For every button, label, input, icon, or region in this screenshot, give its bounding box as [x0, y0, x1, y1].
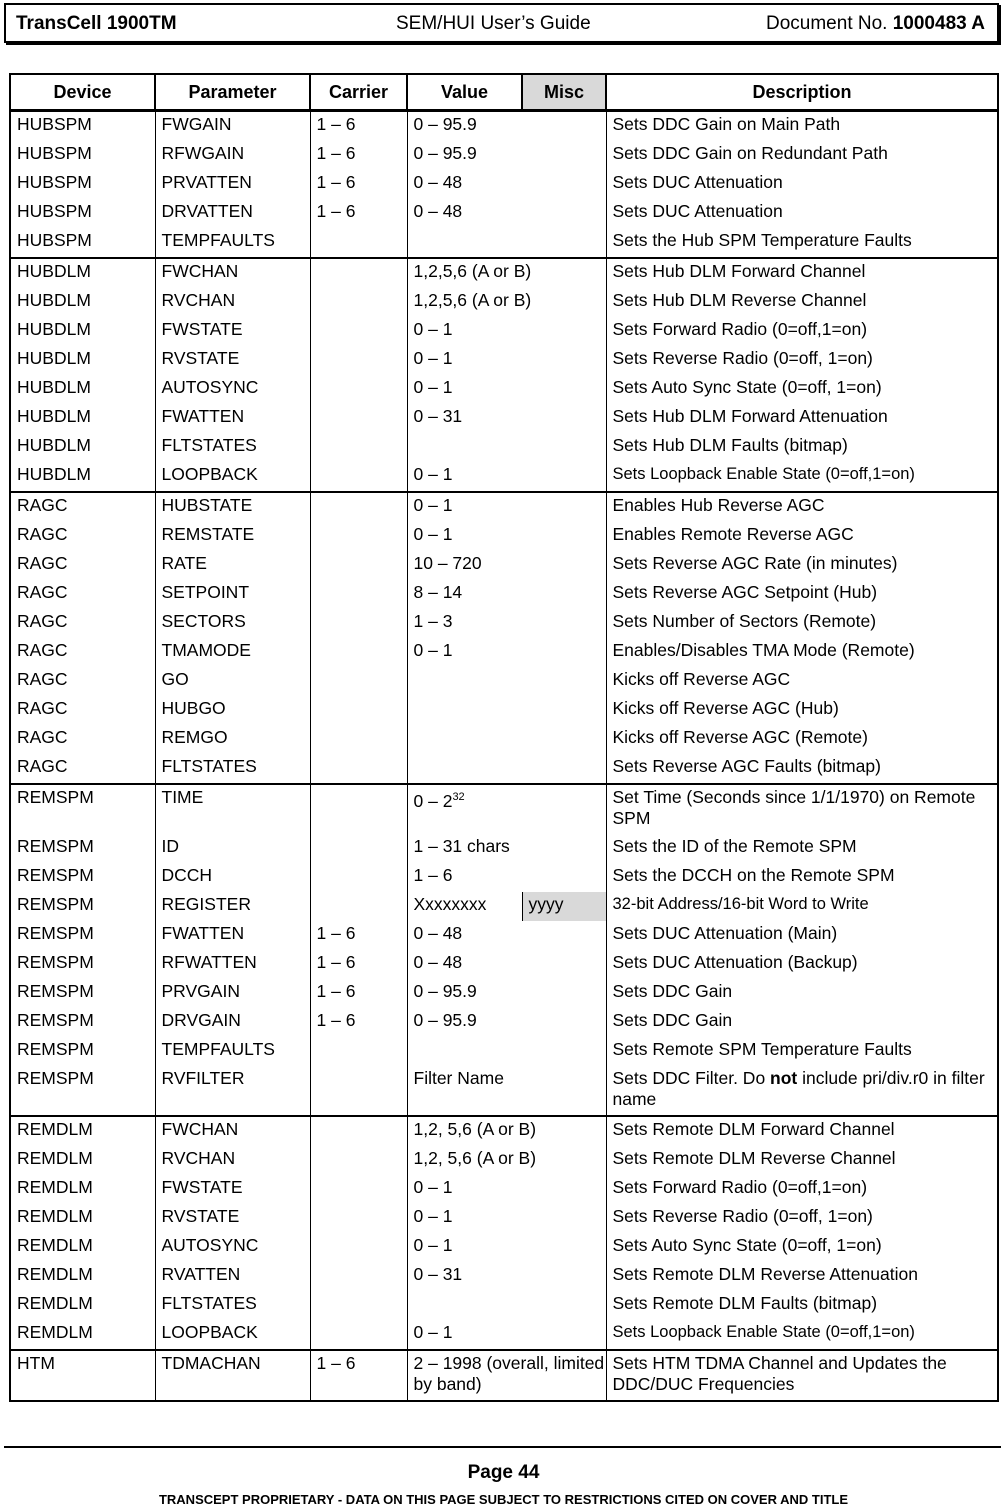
cell-parameter: RVFILTER [155, 1066, 310, 1116]
cell-misc: yyyy [522, 892, 606, 921]
cell-value: 0 – 95.9 [407, 979, 606, 1008]
cell-device: REMSPM [10, 1066, 155, 1116]
cell-parameter: FWGAIN [155, 111, 310, 142]
cell-value: 0 – 48 [407, 170, 606, 199]
cell-description: Sets Loopback Enable State (0=off,1=on) [606, 462, 998, 492]
cell-carrier [310, 522, 407, 551]
cell-value: 0 – 1 [407, 1204, 606, 1233]
cell-description: Sets Remote DLM Faults (bitmap) [606, 1291, 998, 1320]
cell-carrier [310, 228, 407, 258]
cell-device: HUBDLM [10, 258, 155, 288]
cell-parameter: FWATTEN [155, 921, 310, 950]
cell-description: Set Time (Seconds since 1/1/1970) on Remote SPM [606, 784, 998, 834]
table-row [10, 317, 998, 346]
table-row [10, 609, 998, 638]
cell-description: Sets Forward Radio (0=off,1=on) [606, 1175, 998, 1204]
table-row [10, 754, 998, 784]
cell-device: HUBDLM [10, 346, 155, 375]
cell-carrier [310, 609, 407, 638]
cell-parameter: FLTSTATES [155, 1291, 310, 1320]
cell-value [407, 667, 606, 696]
table-row [10, 375, 998, 404]
cell-description: Kicks off Reverse AGC [606, 667, 998, 696]
cell-parameter: TEMPFAULTS [155, 1037, 310, 1066]
cell-carrier [310, 1291, 407, 1320]
cell-device: REMDLM [10, 1262, 155, 1291]
cell-description: Sets Remote DLM Reverse Channel [606, 1146, 998, 1175]
cell-value: 8 – 14 [407, 580, 606, 609]
cell-description: Sets Auto Sync State (0=off, 1=on) [606, 1233, 998, 1262]
table-row [10, 696, 998, 725]
cell-carrier [310, 1233, 407, 1262]
cell-value: 0 – 1 [407, 462, 606, 492]
cell-description: Sets Number of Sectors (Remote) [606, 609, 998, 638]
cell-carrier: 1 – 6 [310, 979, 407, 1008]
proprietary-notice: TRANSCEPT PROPRIETARY - DATA ON THIS PAGE SUBJECT TO RESTRICTIONS CITED ON COVER AND TITLE [158, 1492, 849, 1507]
cell-device: RAGC [10, 754, 155, 784]
cell-device: HUBDLM [10, 433, 155, 462]
cell-device: HUBDLM [10, 288, 155, 317]
document-number [766, 13, 985, 35]
cell-device: RAGC [10, 551, 155, 580]
cell-parameter: LOOPBACK [155, 1320, 310, 1350]
cell-description: Enables Hub Reverse AGC [606, 492, 998, 522]
cell-device: REMDLM [10, 1175, 155, 1204]
cell-description: Sets the DCCH on the Remote SPM [606, 863, 998, 892]
table-row [10, 551, 998, 580]
cell-carrier: 1 – 6 [310, 170, 407, 199]
cell-value: 0 – 31 [407, 1262, 606, 1291]
cell-value: 1 – 31 chars [407, 834, 606, 863]
cell-parameter: DRVATTEN [155, 199, 310, 228]
table-row [10, 141, 998, 170]
desc-text: Sets DDC Filter. Do [612, 1068, 771, 1088]
cell-parameter: FWATTEN [155, 404, 310, 433]
guide-title: SEM/HUI User’s Guide [396, 13, 591, 34]
cell-parameter: RVSTATE [155, 346, 310, 375]
table-row [10, 228, 998, 258]
cell-value: 0 – 1 [407, 346, 606, 375]
table-row [10, 638, 998, 667]
table-row [10, 1262, 998, 1291]
cell-description: Sets Loopback Enable State (0=off,1=on) [606, 1320, 998, 1350]
cell-description: Sets the Hub SPM Temperature Faults [606, 228, 998, 258]
table-row [10, 1175, 998, 1204]
cell-description: Sets Hub DLM Reverse Channel [606, 288, 998, 317]
document-number-label: Document No. [766, 13, 893, 34]
cell-description: Kicks off Reverse AGC (Remote) [606, 725, 998, 754]
cell-description: Sets the ID of the Remote SPM [606, 834, 998, 863]
table-row [10, 667, 998, 696]
cell-device: RAGC [10, 638, 155, 667]
cell-device: RAGC [10, 492, 155, 522]
cell-description: Sets Reverse Radio (0=off, 1=on) [606, 1204, 998, 1233]
column-header-description: Description [606, 74, 998, 111]
cell-value: 0 – 95.9 [407, 1008, 606, 1037]
cell-device: RAGC [10, 580, 155, 609]
cell-parameter: DCCH [155, 863, 310, 892]
cell-device: REMDLM [10, 1116, 155, 1146]
cell-device: REMDLM [10, 1204, 155, 1233]
cell-value: 0 – 1 [407, 492, 606, 522]
cell-parameter: TDMACHAN [155, 1350, 310, 1401]
cell-carrier: 1 – 6 [310, 1350, 407, 1401]
cell-description: Enables Remote Reverse AGC [606, 522, 998, 551]
cell-carrier [310, 375, 407, 404]
cell-parameter: GO [155, 667, 310, 696]
cell-parameter: FLTSTATES [155, 433, 310, 462]
cell-carrier [310, 754, 407, 784]
cell-value: 0 – 31 [407, 404, 606, 433]
table-row [10, 834, 998, 863]
cell-parameter: SETPOINT [155, 580, 310, 609]
cell-value: 0 – 1 [407, 1175, 606, 1204]
cell-value [407, 754, 606, 784]
cell-description: Sets DDC Gain [606, 1008, 998, 1037]
cell-carrier [310, 346, 407, 375]
value-exponent: 32 [452, 791, 465, 803]
cell-carrier [310, 462, 407, 492]
cell-device: RAGC [10, 609, 155, 638]
page-header [4, 3, 999, 43]
table-row [10, 1146, 998, 1175]
cell-value: 1,2,5,6 (A or B) [407, 288, 606, 317]
cell-carrier [310, 667, 407, 696]
cell-device: REMDLM [10, 1320, 155, 1350]
cell-value: 0 – 48 [407, 921, 606, 950]
table-row [10, 892, 998, 921]
cell-description: Sets DUC Attenuation (Main) [606, 921, 998, 950]
cell-device: REMSPM [10, 950, 155, 979]
cell-parameter: TIME [155, 784, 310, 834]
cell-value: 0 – 1 [407, 317, 606, 346]
cell-description: Sets Forward Radio (0=off,1=on) [606, 317, 998, 346]
table-row [10, 346, 998, 375]
cell-parameter: RVSTATE [155, 1204, 310, 1233]
cell-value: 0 – 1 [407, 522, 606, 551]
cell-parameter: RATE [155, 551, 310, 580]
cell-value: 0 – 1 [407, 375, 606, 404]
page-number: Page 44 [467, 1462, 540, 1483]
cell-description: Sets Remote SPM Temperature Faults [606, 1037, 998, 1066]
cell-carrier [310, 725, 407, 754]
cell-value [407, 433, 606, 462]
cell-description: Enables/Disables TMA Mode (Remote) [606, 638, 998, 667]
cell-carrier [310, 1262, 407, 1291]
table-row [10, 522, 998, 551]
cell-carrier: 1 – 6 [310, 1008, 407, 1037]
cell-device: RAGC [10, 725, 155, 754]
document-number-value: 1000483 A [892, 13, 985, 34]
cell-carrier: 1 – 6 [310, 199, 407, 228]
cell-value: 0 – 1 [407, 1320, 606, 1350]
table-row [10, 1350, 998, 1401]
cell-parameter: HUBSTATE [155, 492, 310, 522]
product-title: TransCell 1900TM [16, 13, 177, 34]
cell-carrier [310, 892, 407, 921]
cell-value: Xxxxxxxx [407, 892, 522, 921]
cell-device: HTM [10, 1350, 155, 1401]
cell-description: Kicks off Reverse AGC (Hub) [606, 696, 998, 725]
cell-parameter: TEMPFAULTS [155, 228, 310, 258]
cell-carrier [310, 863, 407, 892]
cell-description: Sets Auto Sync State (0=off, 1=on) [606, 375, 998, 404]
cell-carrier [310, 580, 407, 609]
cell-device: RAGC [10, 696, 155, 725]
table-row [10, 1233, 998, 1262]
cell-device: REMSPM [10, 863, 155, 892]
cell-parameter: RFWATTEN [155, 950, 310, 979]
table-row [10, 950, 998, 979]
cell-carrier [310, 696, 407, 725]
cell-description: Sets Hub DLM Faults (bitmap) [606, 433, 998, 462]
cell-parameter: FWSTATE [155, 1175, 310, 1204]
cell-description: Sets Reverse AGC Setpoint (Hub) [606, 580, 998, 609]
cell-value: 1 – 3 [407, 609, 606, 638]
column-header-misc: Misc [522, 74, 606, 111]
cell-parameter: AUTOSYNC [155, 1233, 310, 1262]
cell-parameter: PRVATTEN [155, 170, 310, 199]
cell-device: REMSPM [10, 1008, 155, 1037]
parameter-table [9, 73, 999, 1402]
cell-parameter: FWSTATE [155, 317, 310, 346]
cell-device: REMDLM [10, 1291, 155, 1320]
cell-parameter: TMAMODE [155, 638, 310, 667]
table-row [10, 1116, 998, 1146]
cell-device: REMSPM [10, 1037, 155, 1066]
cell-carrier: 1 – 6 [310, 141, 407, 170]
table-row [10, 404, 998, 433]
cell-device: REMSPM [10, 784, 155, 834]
cell-carrier [310, 1146, 407, 1175]
cell-value [407, 784, 606, 834]
cell-parameter: RFWGAIN [155, 141, 310, 170]
table-row [10, 170, 998, 199]
cell-carrier [310, 1320, 407, 1350]
cell-parameter: RVATTEN [155, 1262, 310, 1291]
cell-carrier: 1 – 6 [310, 950, 407, 979]
cell-description: Sets DDC Gain on Main Path [606, 111, 998, 142]
table-row [10, 433, 998, 462]
cell-description: Sets Remote DLM Forward Channel [606, 1116, 998, 1146]
cell-value: 10 – 720 [407, 551, 606, 580]
cell-device: REMDLM [10, 1146, 155, 1175]
cell-description: Sets Hub DLM Forward Attenuation [606, 404, 998, 433]
cell-value [407, 725, 606, 754]
cell-value: 1,2, 5,6 (A or B) [407, 1146, 606, 1175]
table-row [10, 1008, 998, 1037]
cell-carrier [310, 784, 407, 834]
column-header-device: Device [10, 74, 155, 111]
cell-device: HUBDLM [10, 462, 155, 492]
cell-device: RAGC [10, 667, 155, 696]
cell-carrier [310, 638, 407, 667]
table-row [10, 111, 998, 142]
table-row [10, 863, 998, 892]
cell-value: 0 – 1 [407, 638, 606, 667]
cell-description: Sets DDC Gain on Redundant Path [606, 141, 998, 170]
cell-carrier [310, 1116, 407, 1146]
cell-device: HUBDLM [10, 317, 155, 346]
cell-device: HUBDLM [10, 404, 155, 433]
cell-device: REMSPM [10, 921, 155, 950]
cell-value: 0 – 95.9 [407, 111, 606, 142]
cell-device: REMDLM [10, 1233, 155, 1262]
cell-carrier [310, 317, 407, 346]
cell-description: Sets Reverse Radio (0=off, 1=on) [606, 346, 998, 375]
column-header-carrier: Carrier [310, 74, 407, 111]
cell-value [407, 696, 606, 725]
cell-description: Sets HTM TDMA Channel and Updates the DDC/DUC Frequencies [606, 1350, 998, 1401]
table-row [10, 492, 998, 522]
table-row [10, 784, 998, 834]
table-row [10, 258, 998, 288]
cell-parameter: HUBGO [155, 696, 310, 725]
table-row [10, 1037, 998, 1066]
cell-parameter: REMGO [155, 725, 310, 754]
table-row [10, 1320, 998, 1350]
value-base: 0 – 2 [413, 790, 453, 811]
cell-carrier [310, 1037, 407, 1066]
cell-description: Sets DDC Gain [606, 979, 998, 1008]
cell-carrier [310, 492, 407, 522]
table-row [10, 462, 998, 492]
cell-value: 0 – 48 [407, 950, 606, 979]
table-row [10, 1291, 998, 1320]
cell-parameter: ID [155, 834, 310, 863]
cell-carrier: 1 – 6 [310, 921, 407, 950]
cell-device: REMSPM [10, 979, 155, 1008]
table-row [10, 979, 998, 1008]
cell-description [606, 1066, 998, 1116]
table-body [10, 111, 998, 1402]
cell-device: RAGC [10, 522, 155, 551]
cell-description: 32-bit Address/16-bit Word to Write [606, 892, 998, 921]
table-header-row [10, 74, 998, 111]
cell-carrier [310, 258, 407, 288]
cell-description: Sets Reverse AGC Rate (in minutes) [606, 551, 998, 580]
table-row [10, 580, 998, 609]
cell-device: REMSPM [10, 892, 155, 921]
cell-value: 1,2, 5,6 (A or B) [407, 1116, 606, 1146]
cell-carrier [310, 1066, 407, 1116]
cell-description: Sets Hub DLM Forward Channel [606, 258, 998, 288]
cell-description: Sets DUC Attenuation (Backup) [606, 950, 998, 979]
cell-parameter: FWCHAN [155, 258, 310, 288]
cell-parameter: SECTORS [155, 609, 310, 638]
cell-carrier: 1 – 6 [310, 111, 407, 142]
cell-value: 2 – 1998 (overall, limited by band) [407, 1350, 606, 1401]
table-row [10, 199, 998, 228]
cell-device: HUBSPM [10, 111, 155, 142]
cell-value: 0 – 1 [407, 1233, 606, 1262]
cell-device: HUBSPM [10, 228, 155, 258]
cell-value [407, 1037, 606, 1066]
cell-parameter: REGISTER [155, 892, 310, 921]
table-row [10, 288, 998, 317]
cell-description: Sets Reverse AGC Faults (bitmap) [606, 754, 998, 784]
cell-carrier [310, 404, 407, 433]
cell-value: 1 – 6 [407, 863, 606, 892]
cell-carrier [310, 433, 407, 462]
cell-device: HUBSPM [10, 141, 155, 170]
cell-parameter: FLTSTATES [155, 754, 310, 784]
cell-parameter: AUTOSYNC [155, 375, 310, 404]
cell-device: HUBSPM [10, 170, 155, 199]
cell-device: REMSPM [10, 834, 155, 863]
table-row [10, 1066, 998, 1116]
cell-parameter: FWCHAN [155, 1116, 310, 1146]
cell-description: Sets Remote DLM Reverse Attenuation [606, 1262, 998, 1291]
cell-value: Filter Name [407, 1066, 606, 1116]
table-row [10, 1204, 998, 1233]
cell-device: HUBSPM [10, 199, 155, 228]
cell-parameter: DRVGAIN [155, 1008, 310, 1037]
column-header-parameter: Parameter [155, 74, 310, 111]
desc-emphasis: not [770, 1068, 798, 1088]
cell-value: 0 – 95.9 [407, 141, 606, 170]
cell-value: 1,2,5,6 (A or B) [407, 258, 606, 288]
desc-text: include pri/div.r0 in filter name [612, 1068, 985, 1109]
column-header-value: Value [407, 74, 522, 111]
cell-value [407, 1291, 606, 1320]
footer-divider [4, 1446, 1001, 1448]
cell-description: Sets DUC Attenuation [606, 170, 998, 199]
cell-carrier [310, 551, 407, 580]
cell-device: HUBDLM [10, 375, 155, 404]
cell-value: 0 – 48 [407, 199, 606, 228]
table-row [10, 921, 998, 950]
cell-parameter: REMSTATE [155, 522, 310, 551]
cell-parameter: LOOPBACK [155, 462, 310, 492]
cell-carrier [310, 1204, 407, 1233]
table-row [10, 725, 998, 754]
cell-parameter: RVCHAN [155, 1146, 310, 1175]
cell-parameter: RVCHAN [155, 288, 310, 317]
cell-carrier [310, 288, 407, 317]
cell-value [407, 228, 606, 258]
cell-parameter: PRVGAIN [155, 979, 310, 1008]
cell-carrier [310, 1175, 407, 1204]
cell-carrier [310, 834, 407, 863]
cell-description: Sets DUC Attenuation [606, 199, 998, 228]
